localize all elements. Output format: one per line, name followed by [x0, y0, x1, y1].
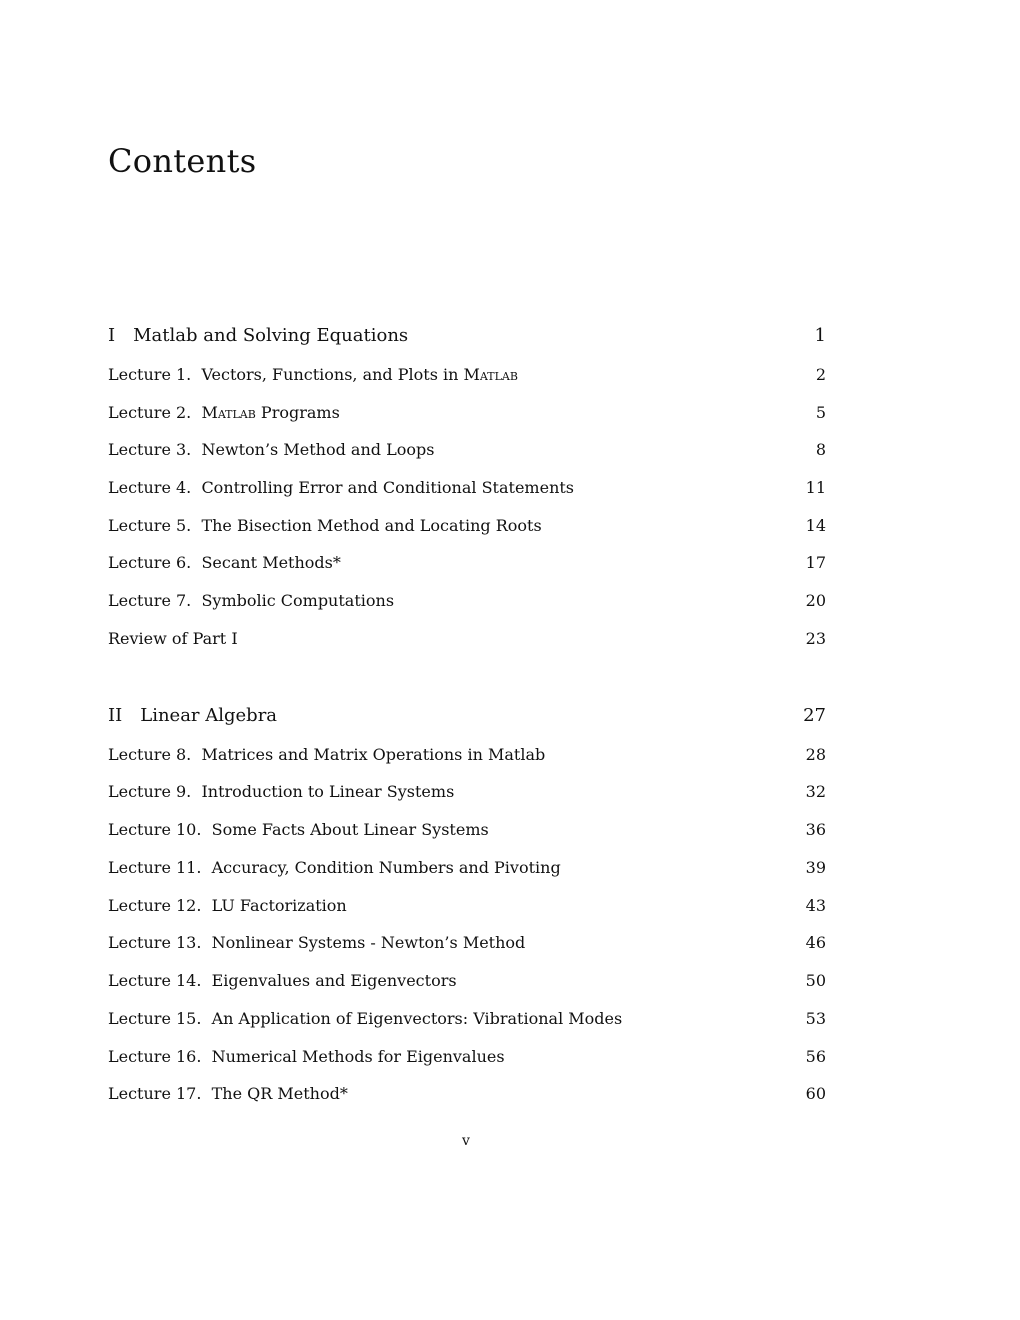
- entry-title-smallcaps: Matlab: [201, 403, 256, 422]
- part-page: 27: [803, 705, 826, 726]
- entry-page: 56: [805, 1047, 826, 1066]
- toc-entry[interactable]: [108, 895, 826, 917]
- entry-title: LU Factorization: [211, 896, 347, 915]
- entry-page: 43: [805, 896, 826, 915]
- entry-label: Lecture 9.: [108, 782, 192, 801]
- entry-label: Lecture 17.: [108, 1084, 202, 1103]
- entry-title: Symbolic Computations: [201, 591, 395, 610]
- entry-title: Eigenvalues and Eigenvectors: [211, 971, 457, 990]
- entry-page: 36: [805, 820, 826, 839]
- entry-label: Lecture 2.: [108, 403, 192, 422]
- entry-page: 17: [805, 553, 826, 572]
- entry-label: Lecture 14.: [108, 971, 202, 990]
- toc-entry[interactable]: [108, 402, 826, 424]
- entry-title: The QR Method*: [211, 1084, 348, 1103]
- entry-page: 11: [805, 478, 826, 497]
- entry-title: Newton’s Method and Loops: [201, 440, 435, 459]
- entry-label: Lecture 12.: [108, 896, 202, 915]
- entry-label: Lecture 4.: [108, 478, 192, 497]
- page-number-footer: v: [462, 1133, 470, 1149]
- entry-title: Secant Methods*: [201, 553, 341, 572]
- entry-page: 14: [805, 516, 826, 535]
- toc-entry[interactable]: [108, 744, 826, 766]
- entry-label: Lecture 7.: [108, 591, 192, 610]
- toc-entry[interactable]: [108, 439, 826, 461]
- toc-entry[interactable]: [108, 819, 826, 841]
- entry-page: 23: [805, 629, 826, 648]
- toc-entry-review[interactable]: [108, 628, 826, 650]
- entry-title-smallcaps: Matlab: [463, 365, 518, 384]
- entry-title: Nonlinear Systems - Newton’s Method: [211, 933, 526, 952]
- entry-label: Lecture 6.: [108, 553, 192, 572]
- part-number: I: [108, 325, 116, 346]
- page-title: Contents: [108, 142, 257, 180]
- toc-entry[interactable]: [108, 1008, 826, 1030]
- toc-part-heading[interactable]: [108, 704, 826, 728]
- part-number: II: [108, 705, 123, 726]
- entry-title: Accuracy, Condition Numbers and Pivoting: [211, 858, 561, 877]
- entry-label: Lecture 1.: [108, 365, 192, 384]
- toc-entry[interactable]: [108, 1083, 826, 1105]
- entry-page: 5: [815, 403, 826, 422]
- entry-title: The Bisection Method and Locating Roots: [201, 516, 542, 535]
- toc-entry[interactable]: [108, 1046, 826, 1068]
- entry-label: Lecture 5.: [108, 516, 192, 535]
- entry-label: Lecture 3.: [108, 440, 192, 459]
- toc-entry[interactable]: [108, 515, 826, 537]
- entry-page: 28: [805, 745, 826, 764]
- toc-entry[interactable]: [108, 932, 826, 954]
- entry-page: 8: [815, 440, 826, 459]
- entry-page: 39: [805, 858, 826, 877]
- entry-page: 46: [805, 933, 826, 952]
- toc-entry[interactable]: [108, 781, 826, 803]
- entry-title: Vectors, Functions, and Plots in: [201, 365, 464, 384]
- part-page: 1: [814, 325, 826, 346]
- toc-entry[interactable]: [108, 552, 826, 574]
- toc-entry[interactable]: [108, 364, 826, 386]
- entry-label: Lecture 10.: [108, 820, 202, 839]
- entry-label: Lecture 15.: [108, 1009, 202, 1028]
- entry-title: Introduction to Linear Systems: [201, 782, 455, 801]
- entry-page: 53: [805, 1009, 826, 1028]
- entry-title: Review of Part I: [108, 629, 238, 648]
- entry-page: 50: [805, 971, 826, 990]
- entry-page: 32: [805, 782, 826, 801]
- entry-title: An Application of Eigenvectors: Vibrational Modes: [211, 1009, 623, 1028]
- entry-page: 60: [805, 1084, 826, 1103]
- entry-title: Some Facts About Linear Systems: [211, 820, 489, 839]
- part-title: Matlab and Solving Equations: [133, 325, 409, 346]
- part-title: Linear Algebra: [140, 705, 278, 726]
- entry-label: Lecture 8.: [108, 745, 192, 764]
- entry-title: Controlling Error and Conditional Statements: [201, 478, 575, 497]
- entry-label: Lecture 16.: [108, 1047, 202, 1066]
- toc-entry[interactable]: [108, 857, 826, 879]
- toc-entry[interactable]: [108, 970, 826, 992]
- entry-page: 2: [815, 365, 826, 384]
- toc-entry[interactable]: [108, 477, 826, 499]
- toc-entry[interactable]: [108, 590, 826, 612]
- entry-label: Lecture 11.: [108, 858, 202, 877]
- entry-title: Matrices and Matrix Operations in Matlab: [201, 745, 546, 764]
- entry-title-suffix: Programs: [255, 403, 340, 422]
- entry-title: Numerical Methods for Eigenvalues: [211, 1047, 505, 1066]
- toc-part-heading[interactable]: [108, 324, 826, 348]
- entry-page: 20: [805, 591, 826, 610]
- entry-label: Lecture 13.: [108, 933, 202, 952]
